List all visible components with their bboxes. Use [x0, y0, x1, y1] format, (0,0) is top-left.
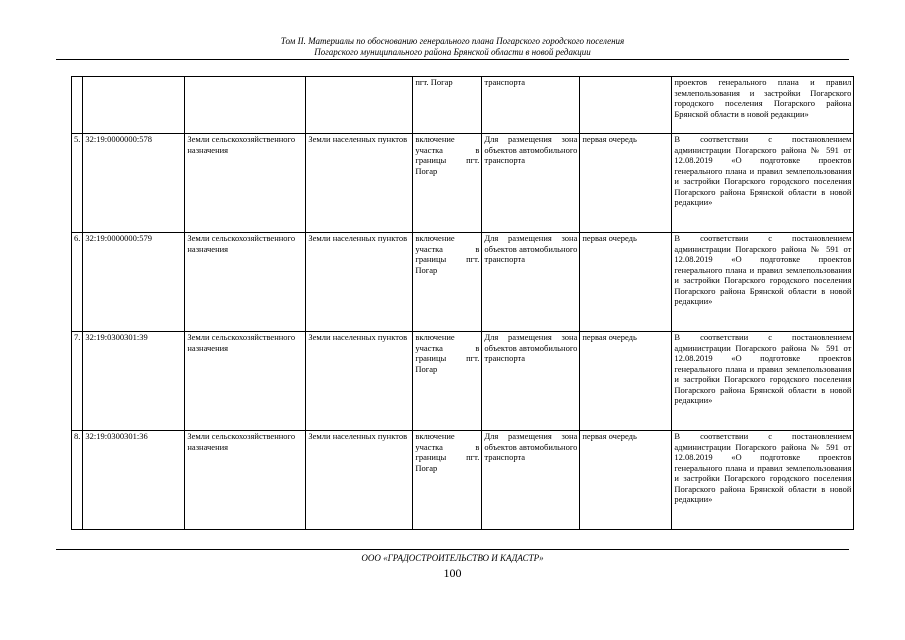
table-row-continuation [72, 77, 854, 134]
cell-num: 5. [72, 134, 83, 233]
table-row [72, 134, 854, 233]
cell-basis [672, 77, 854, 134]
cell-stage: первая очередь [580, 332, 672, 431]
cell-cadastral: 32:19:0300301:39 [83, 332, 185, 431]
cell-purpose: Для размещения зона объектов автомобильного транспорта [482, 431, 580, 530]
table-row [72, 332, 854, 431]
cell-boundary: включение участка в границы пгт. Погар [413, 431, 482, 530]
cell-cadastral: 32:19:0000000:578 [83, 134, 185, 233]
cell-stage [580, 77, 672, 134]
running-header-line-1: Том II. Материалы по обоснованию генерального плана Погарского городского поселения [280, 36, 625, 46]
cell-category-to: Земли населенных пунктов [306, 233, 413, 332]
table-row [72, 233, 854, 332]
header-rule [56, 59, 849, 60]
cell-cadastral: 32:19:0000000:579 [83, 233, 185, 332]
cell-basis: В соответствии с постановлением администрации Погарского района № 591 от 12.08.2019 «О подготовке проектов генерального плана и правил землепользования и застройки Погарского городского поселения Погарского района Брянской области в новой редакции» [672, 332, 854, 431]
table-row [72, 431, 854, 530]
cell-category-to [306, 77, 413, 134]
cell-basis: В соответствии с постановлением администрации Погарского района № 591 от 12.08.2019 «О подготовке проектов генерального плана и правил землепользования и застройки Погарского городского поселения Погарского района Брянской области в новой редакции» [672, 431, 854, 530]
cell-purpose [482, 77, 580, 134]
cell-stage: первая очередь [580, 233, 672, 332]
footer-company: ООО «ГРАДОСТРОИТЕЛЬСТВО И КАДАСТР» [361, 553, 544, 563]
cell-boundary: включение участка в границы пгт. Погар [413, 134, 482, 233]
cell-boundary: включение участка в границы пгт. Погар [413, 233, 482, 332]
cell-category-to: Земли населенных пунктов [306, 134, 413, 233]
cell-category-to: Земли населенных пунктов [306, 332, 413, 431]
cell-category-from [185, 77, 306, 134]
cell-basis: В соответствии с постановлением администрации Погарского района № 591 от 12.08.2019 «О подготовке проектов генерального плана и правил землепользования и застройки Погарского городского поселения Погарского района Брянской области в новой редакции» [672, 233, 854, 332]
cell-category-to: Земли населенных пунктов [306, 431, 413, 530]
cell-basis: В соответствии с постановлением администрации Погарского района № 591 от 12.08.2019 «О подготовке проектов генерального плана и правил землепользования и застройки Погарского городского поселения Погарского района Брянской области в новой редакции» [672, 134, 854, 233]
cell-purpose: Для размещения зона объектов автомобильного транспорта [482, 134, 580, 233]
basis-text: проектов генерального плана и правил землепользования и застройки Погарского городского поселения Погарского района Брянской области в новой редакции» [674, 77, 852, 119]
cell-stage: первая очередь [580, 134, 672, 233]
cell-num: 8. [72, 431, 83, 530]
cell-cadastral [83, 77, 185, 134]
cell-num: 7. [72, 332, 83, 431]
cell-category-from: Земли сельскохозяйственного назначения [185, 431, 306, 530]
cell-category-from: Земли сельскохозяйственного назначения [185, 134, 306, 233]
page-number: 100 [443, 566, 462, 580]
running-header-line-2: Погарского муниципального района Брянской области в новой редакции [314, 47, 591, 57]
land-plots-table [71, 76, 854, 530]
cell-stage: первая очередь [580, 431, 672, 530]
cell-category-from: Земли сельскохозяйственного назначения [185, 233, 306, 332]
cell-num [72, 77, 83, 134]
cell-num: 6. [72, 233, 83, 332]
cell-purpose: Для размещения зона объектов автомобильного транспорта [482, 233, 580, 332]
cell-purpose: Для размещения зона объектов автомобильного транспорта [482, 332, 580, 431]
cell-boundary [413, 77, 482, 134]
footer-rule [56, 549, 849, 550]
cell-category-from: Земли сельскохозяйственного назначения [185, 332, 306, 431]
cell-cadastral: 32:19:0300301:36 [83, 431, 185, 530]
purpose-text: транспорта [484, 77, 526, 87]
boundary-text: пгт. Погар [415, 77, 453, 87]
cell-boundary: включение участка в границы пгт. Погар [413, 332, 482, 431]
